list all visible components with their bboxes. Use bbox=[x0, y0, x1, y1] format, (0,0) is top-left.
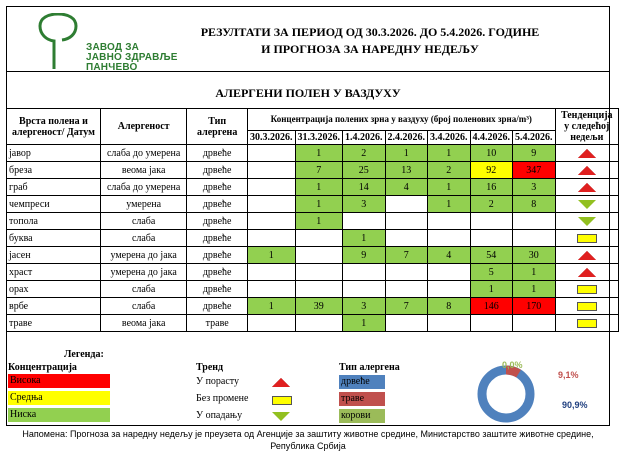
value-cell bbox=[385, 264, 428, 281]
value-cell: 1 bbox=[248, 247, 296, 264]
value-cell: 3 bbox=[343, 196, 386, 213]
species-cell: траве bbox=[7, 315, 101, 332]
value-cell: 4 bbox=[428, 247, 471, 264]
legend-trees: дрвеће bbox=[339, 375, 385, 389]
value-cell: 39 bbox=[295, 298, 343, 315]
table-row bbox=[7, 315, 619, 332]
legend-concentration-title: Концентрација bbox=[8, 362, 77, 373]
value-cell bbox=[513, 213, 556, 230]
legend-unchanged-icon bbox=[272, 396, 292, 405]
legend-high: Висока bbox=[8, 374, 110, 388]
legend-weeds: корови bbox=[339, 409, 385, 423]
table-row bbox=[7, 298, 619, 315]
legend-grasses: траве bbox=[339, 392, 385, 406]
trend-flat-icon bbox=[577, 319, 597, 328]
value-cell: 9 bbox=[343, 247, 386, 264]
trend-flat-icon bbox=[577, 234, 597, 243]
value-cell bbox=[343, 264, 386, 281]
date-header: 1.4.2026. bbox=[343, 131, 386, 145]
table-row bbox=[7, 196, 619, 213]
value-cell bbox=[385, 230, 428, 247]
value-cell: 7 bbox=[385, 247, 428, 264]
table-row bbox=[7, 247, 619, 264]
date-header: 31.3.2026. bbox=[295, 131, 343, 145]
donut-ring-slice bbox=[506, 370, 519, 374]
value-cell bbox=[248, 230, 296, 247]
allergenicity-cell: слаба bbox=[100, 213, 186, 230]
trend-up-icon bbox=[578, 149, 596, 158]
species-cell: јасен bbox=[7, 247, 101, 264]
allergenicity-cell: слаба bbox=[100, 230, 186, 247]
value-cell: 9 bbox=[513, 145, 556, 162]
value-cell: 1 bbox=[343, 230, 386, 247]
value-cell: 92 bbox=[470, 162, 513, 179]
allergenicity-cell: слаба bbox=[100, 298, 186, 315]
section-subtitle: АЛЕРГЕНИ ПОЛЕН У ВАЗДУХУ bbox=[215, 86, 401, 100]
value-cell bbox=[248, 315, 296, 332]
value-cell bbox=[428, 230, 471, 247]
trend-cell bbox=[555, 162, 618, 179]
date-header: 2.4.2026. bbox=[385, 131, 428, 145]
table-row bbox=[7, 179, 619, 196]
report-title-line-2: И ПРОГНОЗА ЗА НАРЕДНУ НЕДЕЉУ bbox=[261, 42, 479, 56]
value-cell bbox=[295, 281, 343, 298]
value-cell bbox=[343, 213, 386, 230]
type-cell: дрвеће bbox=[187, 264, 248, 281]
value-cell: 1 bbox=[513, 281, 556, 298]
value-cell: 1 bbox=[295, 145, 343, 162]
value-cell: 13 bbox=[385, 162, 428, 179]
value-cell: 1 bbox=[470, 281, 513, 298]
trend-down-icon bbox=[578, 217, 596, 226]
value-cell: 16 bbox=[470, 179, 513, 196]
donut-pct-right: 9,1% bbox=[558, 370, 579, 380]
trend-flat-icon bbox=[577, 285, 597, 294]
value-cell bbox=[470, 315, 513, 332]
legend-trend-title: Тренд bbox=[196, 362, 224, 373]
type-cell: дрвеће bbox=[187, 179, 248, 196]
table-row bbox=[7, 264, 619, 281]
value-cell bbox=[248, 264, 296, 281]
species-cell: орах bbox=[7, 281, 101, 298]
type-cell: дрвеће bbox=[187, 281, 248, 298]
value-cell bbox=[385, 281, 428, 298]
allergenicity-cell: умерена bbox=[100, 196, 186, 213]
table-row bbox=[7, 281, 619, 298]
value-cell: 3 bbox=[343, 298, 386, 315]
value-cell: 25 bbox=[343, 162, 386, 179]
allergenicity-cell: умерена до јака bbox=[100, 264, 186, 281]
allergenicity-cell: слаба до умерена bbox=[100, 179, 186, 196]
value-cell: 1 bbox=[385, 145, 428, 162]
date-header: 30.3.2026. bbox=[248, 131, 296, 145]
value-cell: 8 bbox=[428, 298, 471, 315]
value-cell bbox=[295, 230, 343, 247]
species-cell: бреза bbox=[7, 162, 101, 179]
donut-pct-top: 0,0% bbox=[502, 360, 523, 370]
value-cell: 1 bbox=[343, 315, 386, 332]
species-cell: храст bbox=[7, 264, 101, 281]
logo-line-3: ПАНЧЕВО bbox=[86, 62, 138, 73]
type-cell: дрвеће bbox=[187, 196, 248, 213]
value-cell bbox=[513, 230, 556, 247]
type-cell: дрвеће bbox=[187, 213, 248, 230]
value-cell bbox=[470, 213, 513, 230]
value-cell bbox=[295, 247, 343, 264]
value-cell bbox=[385, 213, 428, 230]
header-species: Врста полена и алергеност/ Датум bbox=[7, 109, 101, 145]
trend-cell bbox=[555, 145, 618, 162]
value-cell: 7 bbox=[385, 298, 428, 315]
report-title-line-1: РЕЗУЛТАТИ ЗА ПЕРИОД ОД 30.3.2026. ДО 5.4.2026. ГОДИНЕ bbox=[200, 25, 540, 39]
report-title bbox=[200, 24, 540, 58]
legend-medium: Средња bbox=[8, 391, 110, 405]
logo bbox=[16, 13, 178, 73]
value-cell bbox=[248, 281, 296, 298]
footnote: Напомена: Прогноза за наредну недељу је преузета од Агенције за заштиту животне средине, Министарство заштите животне средине, Република Србија bbox=[22, 429, 594, 451]
value-cell: 146 bbox=[470, 298, 513, 315]
species-cell: буква bbox=[7, 230, 101, 247]
value-cell: 347 bbox=[513, 162, 556, 179]
date-header: 4.4.2026. bbox=[470, 131, 513, 145]
value-cell bbox=[428, 315, 471, 332]
type-cell: дрвеће bbox=[187, 298, 248, 315]
trend-down-icon bbox=[578, 200, 596, 209]
value-cell: 1 bbox=[295, 179, 343, 196]
value-cell bbox=[248, 179, 296, 196]
value-cell: 1 bbox=[428, 196, 471, 213]
trend-cell bbox=[555, 247, 618, 264]
species-cell: чемпреси bbox=[7, 196, 101, 213]
value-cell: 1 bbox=[513, 264, 556, 281]
value-cell: 1 bbox=[248, 298, 296, 315]
legend-falling-label: У опадању bbox=[196, 410, 243, 421]
value-cell bbox=[295, 264, 343, 281]
value-cell bbox=[470, 230, 513, 247]
value-cell bbox=[248, 213, 296, 230]
donut-chart bbox=[476, 364, 536, 424]
type-cell: дрвеће bbox=[187, 162, 248, 179]
trend-cell bbox=[555, 298, 618, 315]
trend-cell bbox=[555, 230, 618, 247]
header-type: Тип алергена bbox=[187, 109, 248, 145]
allergenicity-cell: умерена до јака bbox=[100, 247, 186, 264]
value-cell: 1 bbox=[295, 213, 343, 230]
donut-ring-main bbox=[482, 370, 530, 418]
trend-cell bbox=[555, 196, 618, 213]
value-cell: 1 bbox=[428, 145, 471, 162]
value-cell: 170 bbox=[513, 298, 556, 315]
species-cell: јавор bbox=[7, 145, 101, 162]
legend-unchanged-label: Без промене bbox=[196, 393, 249, 404]
header-allergenicity: Алергеност bbox=[100, 109, 186, 145]
trend-up-icon bbox=[578, 251, 596, 260]
value-cell bbox=[248, 196, 296, 213]
value-cell bbox=[428, 213, 471, 230]
value-cell bbox=[428, 281, 471, 298]
trend-cell bbox=[555, 179, 618, 196]
table-body bbox=[7, 145, 619, 332]
legend-type-title: Тип алергена bbox=[339, 362, 400, 373]
legend-rising-icon bbox=[272, 378, 290, 387]
type-cell: дрвеће bbox=[187, 145, 248, 162]
header-concentration: Концентрација полених зрна у ваздуху (број поленових зрна/m³) bbox=[248, 109, 556, 131]
logo-line-2: ЈАВНО ЗДРАВЉЕ bbox=[86, 52, 178, 63]
value-cell: 30 bbox=[513, 247, 556, 264]
allergenicity-cell: слаба до умерена bbox=[100, 145, 186, 162]
trend-up-icon bbox=[578, 166, 596, 175]
value-cell bbox=[295, 315, 343, 332]
value-cell bbox=[343, 281, 386, 298]
value-cell: 5 bbox=[470, 264, 513, 281]
allergenicity-cell: слаба bbox=[100, 281, 186, 298]
value-cell: 3 bbox=[513, 179, 556, 196]
type-cell: дрвеће bbox=[187, 230, 248, 247]
trend-up-icon bbox=[578, 183, 596, 192]
value-cell bbox=[385, 315, 428, 332]
legend bbox=[6, 348, 610, 426]
allergenicity-cell: веома јака bbox=[100, 315, 186, 332]
value-cell: 2 bbox=[470, 196, 513, 213]
type-cell: траве bbox=[187, 315, 248, 332]
type-cell: дрвеће bbox=[187, 247, 248, 264]
trend-cell bbox=[555, 264, 618, 281]
value-cell: 10 bbox=[470, 145, 513, 162]
value-cell bbox=[428, 264, 471, 281]
legend-falling-icon bbox=[272, 412, 290, 421]
value-cell: 14 bbox=[343, 179, 386, 196]
value-cell: 1 bbox=[428, 179, 471, 196]
legend-title: Легенда: bbox=[64, 349, 104, 360]
logo-line-1: ЗАВОД ЗА bbox=[86, 42, 140, 53]
table-row bbox=[7, 145, 619, 162]
species-cell: топола bbox=[7, 213, 101, 230]
value-cell: 2 bbox=[428, 162, 471, 179]
species-cell: граб bbox=[7, 179, 101, 196]
trend-cell bbox=[555, 315, 618, 332]
logo-text bbox=[86, 43, 178, 73]
pollen-table bbox=[6, 108, 619, 332]
table-row bbox=[7, 230, 619, 247]
date-header: 5.4.2026. bbox=[513, 131, 556, 145]
value-cell: 8 bbox=[513, 196, 556, 213]
trend-up-icon bbox=[578, 268, 596, 277]
value-cell bbox=[513, 315, 556, 332]
table-row bbox=[7, 162, 619, 179]
donut-pct-bottom: 90,9% bbox=[562, 400, 588, 410]
value-cell: 7 bbox=[295, 162, 343, 179]
value-cell: 54 bbox=[470, 247, 513, 264]
value-cell: 2 bbox=[343, 145, 386, 162]
table-row bbox=[7, 213, 619, 230]
trend-flat-icon bbox=[577, 302, 597, 311]
trend-cell bbox=[555, 281, 618, 298]
legend-low: Ниска bbox=[8, 408, 110, 422]
trend-cell bbox=[555, 213, 618, 230]
date-header: 3.4.2026. bbox=[428, 131, 471, 145]
legend-rising-label: У порасту bbox=[196, 376, 240, 387]
species-cell: врбе bbox=[7, 298, 101, 315]
value-cell: 1 bbox=[295, 196, 343, 213]
value-cell bbox=[248, 145, 296, 162]
header-trend: Тенденција у следећој недељи bbox=[555, 109, 618, 145]
allergenicity-cell: веома јака bbox=[100, 162, 186, 179]
value-cell: 4 bbox=[385, 179, 428, 196]
value-cell bbox=[248, 162, 296, 179]
value-cell bbox=[385, 196, 428, 213]
